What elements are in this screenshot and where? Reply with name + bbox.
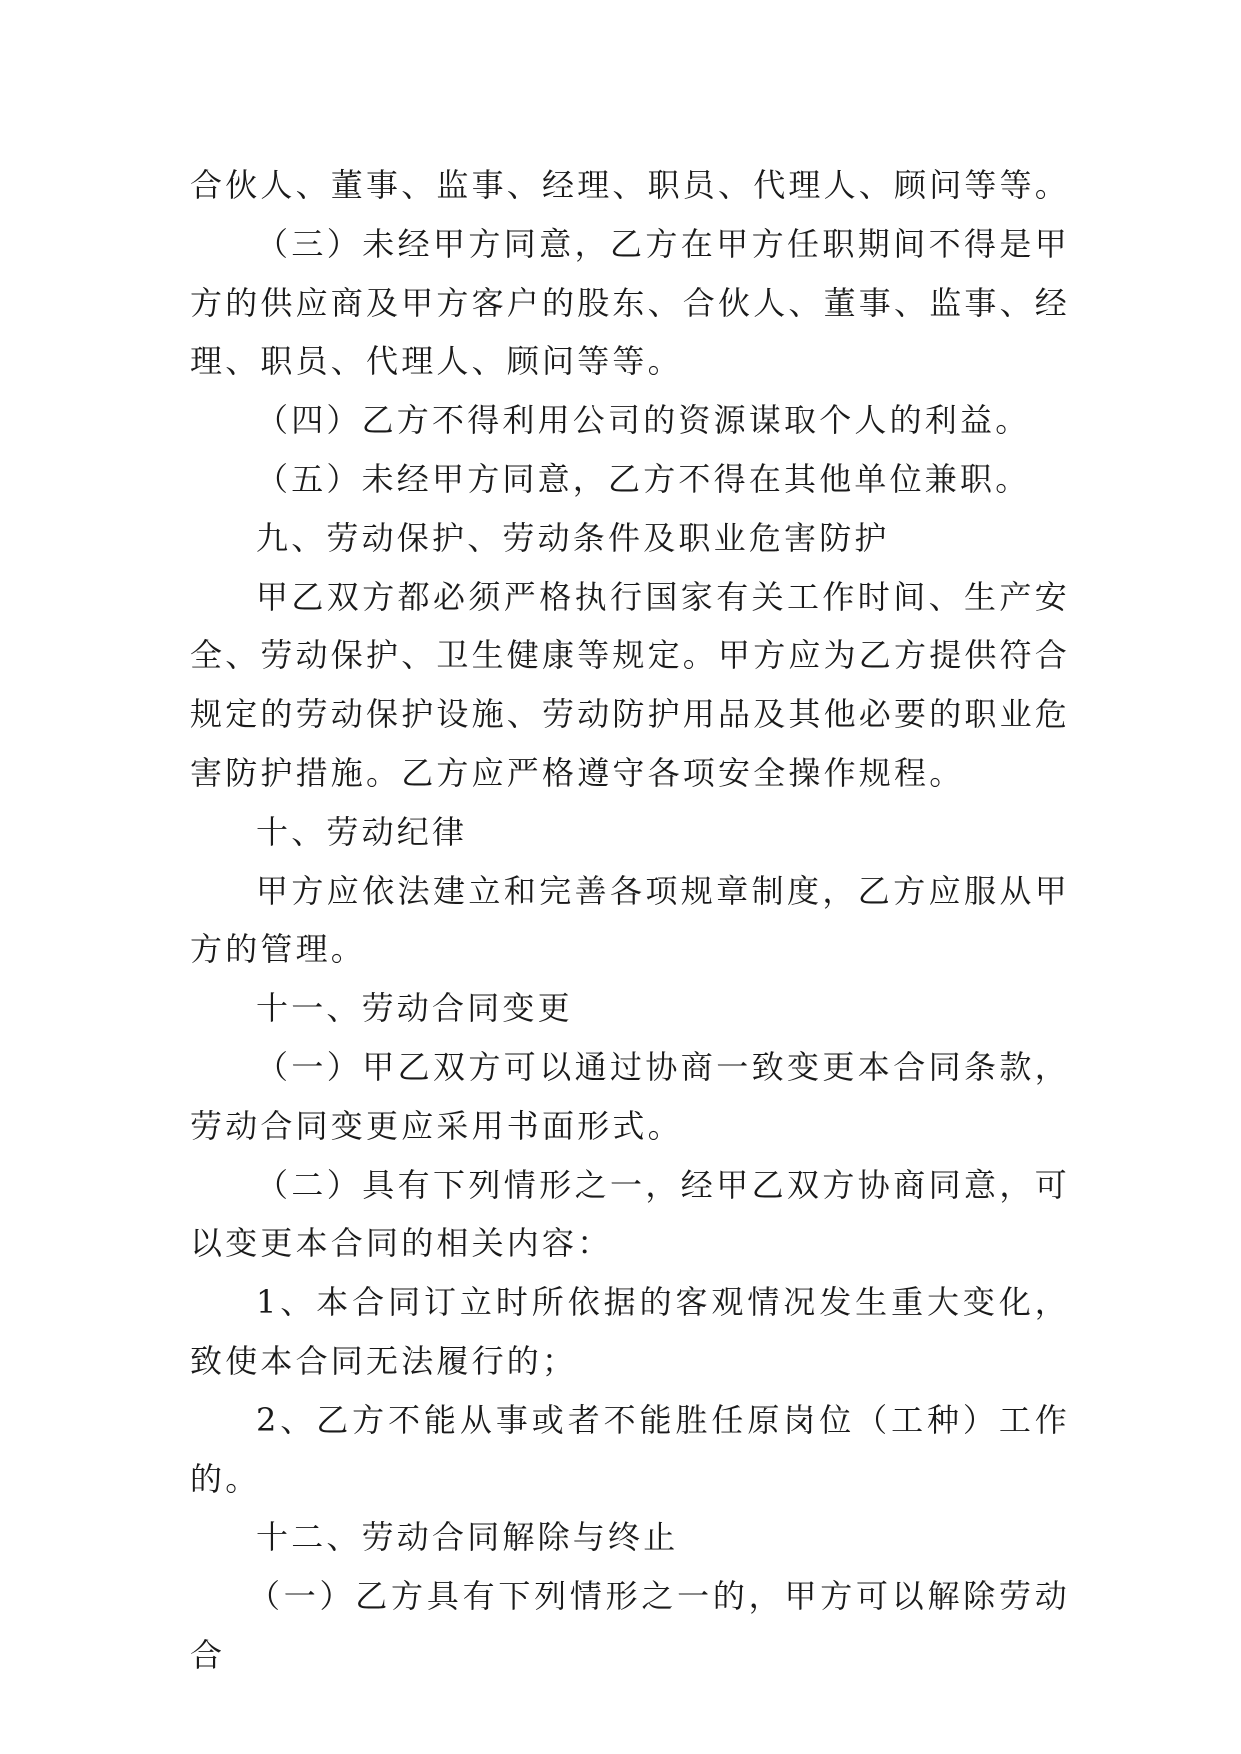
paragraph: 甲方应依法建立和完善各项规章制度，乙方应服从甲方的管理。: [190, 871, 1070, 969]
list-item: 2、乙方不能从事或者不能胜任原岗位（工种）工作的。: [190, 1400, 1070, 1498]
section-heading: 十、劳动纪律: [256, 812, 468, 851]
paragraph: （一）乙方具有下列情形之一的，甲方可以解除劳动合: [190, 1577, 1070, 1674]
paragraph: （四）乙方不得利用公司的资源谋取个人的利益。: [256, 401, 1031, 440]
section-heading: 十二、劳动合同解除与终止: [256, 1518, 679, 1557]
paragraph: （五）未经甲方同意，乙方不得在其他单位兼职。: [256, 459, 1031, 498]
section-heading: 十一、劳动合同变更: [256, 989, 573, 1028]
paragraph: （三）未经甲方同意，乙方在甲方任职期间不得是甲方的供应商及甲方客户的股东、合伙人、董事、监事、经理、职员、代理人、顾问等等。: [190, 224, 1071, 381]
paragraph: 合伙人、董事、监事、经理、职员、代理人、顾问等等。: [190, 166, 1071, 204]
section-heading: 九、劳动保护、劳动条件及职业危害防护: [256, 518, 890, 557]
list-item: 1、本合同订立时所依据的客观情况发生重大变化，致使本合同无法履行的；: [190, 1283, 1070, 1380]
document-body: [190, 156, 1070, 1685]
paragraph: 甲乙双方都必须严格执行国家有关工作时间、生产安全、劳动保护、卫生健康等规定。甲方应为乙方提供符合规定的劳动保护设施、劳动防护用品及其他必要的职业危害防护措施。乙方应严格遵守各项安全操作规程。: [190, 577, 1071, 792]
paragraph: （一）甲乙双方可以通过协商一致变更本合同条款，劳动合同变更应采用书面形式。: [190, 1047, 1070, 1145]
paragraph: （二）具有下列情形之一，经甲乙双方协商同意，可以变更本合同的相关内容：: [190, 1165, 1070, 1263]
